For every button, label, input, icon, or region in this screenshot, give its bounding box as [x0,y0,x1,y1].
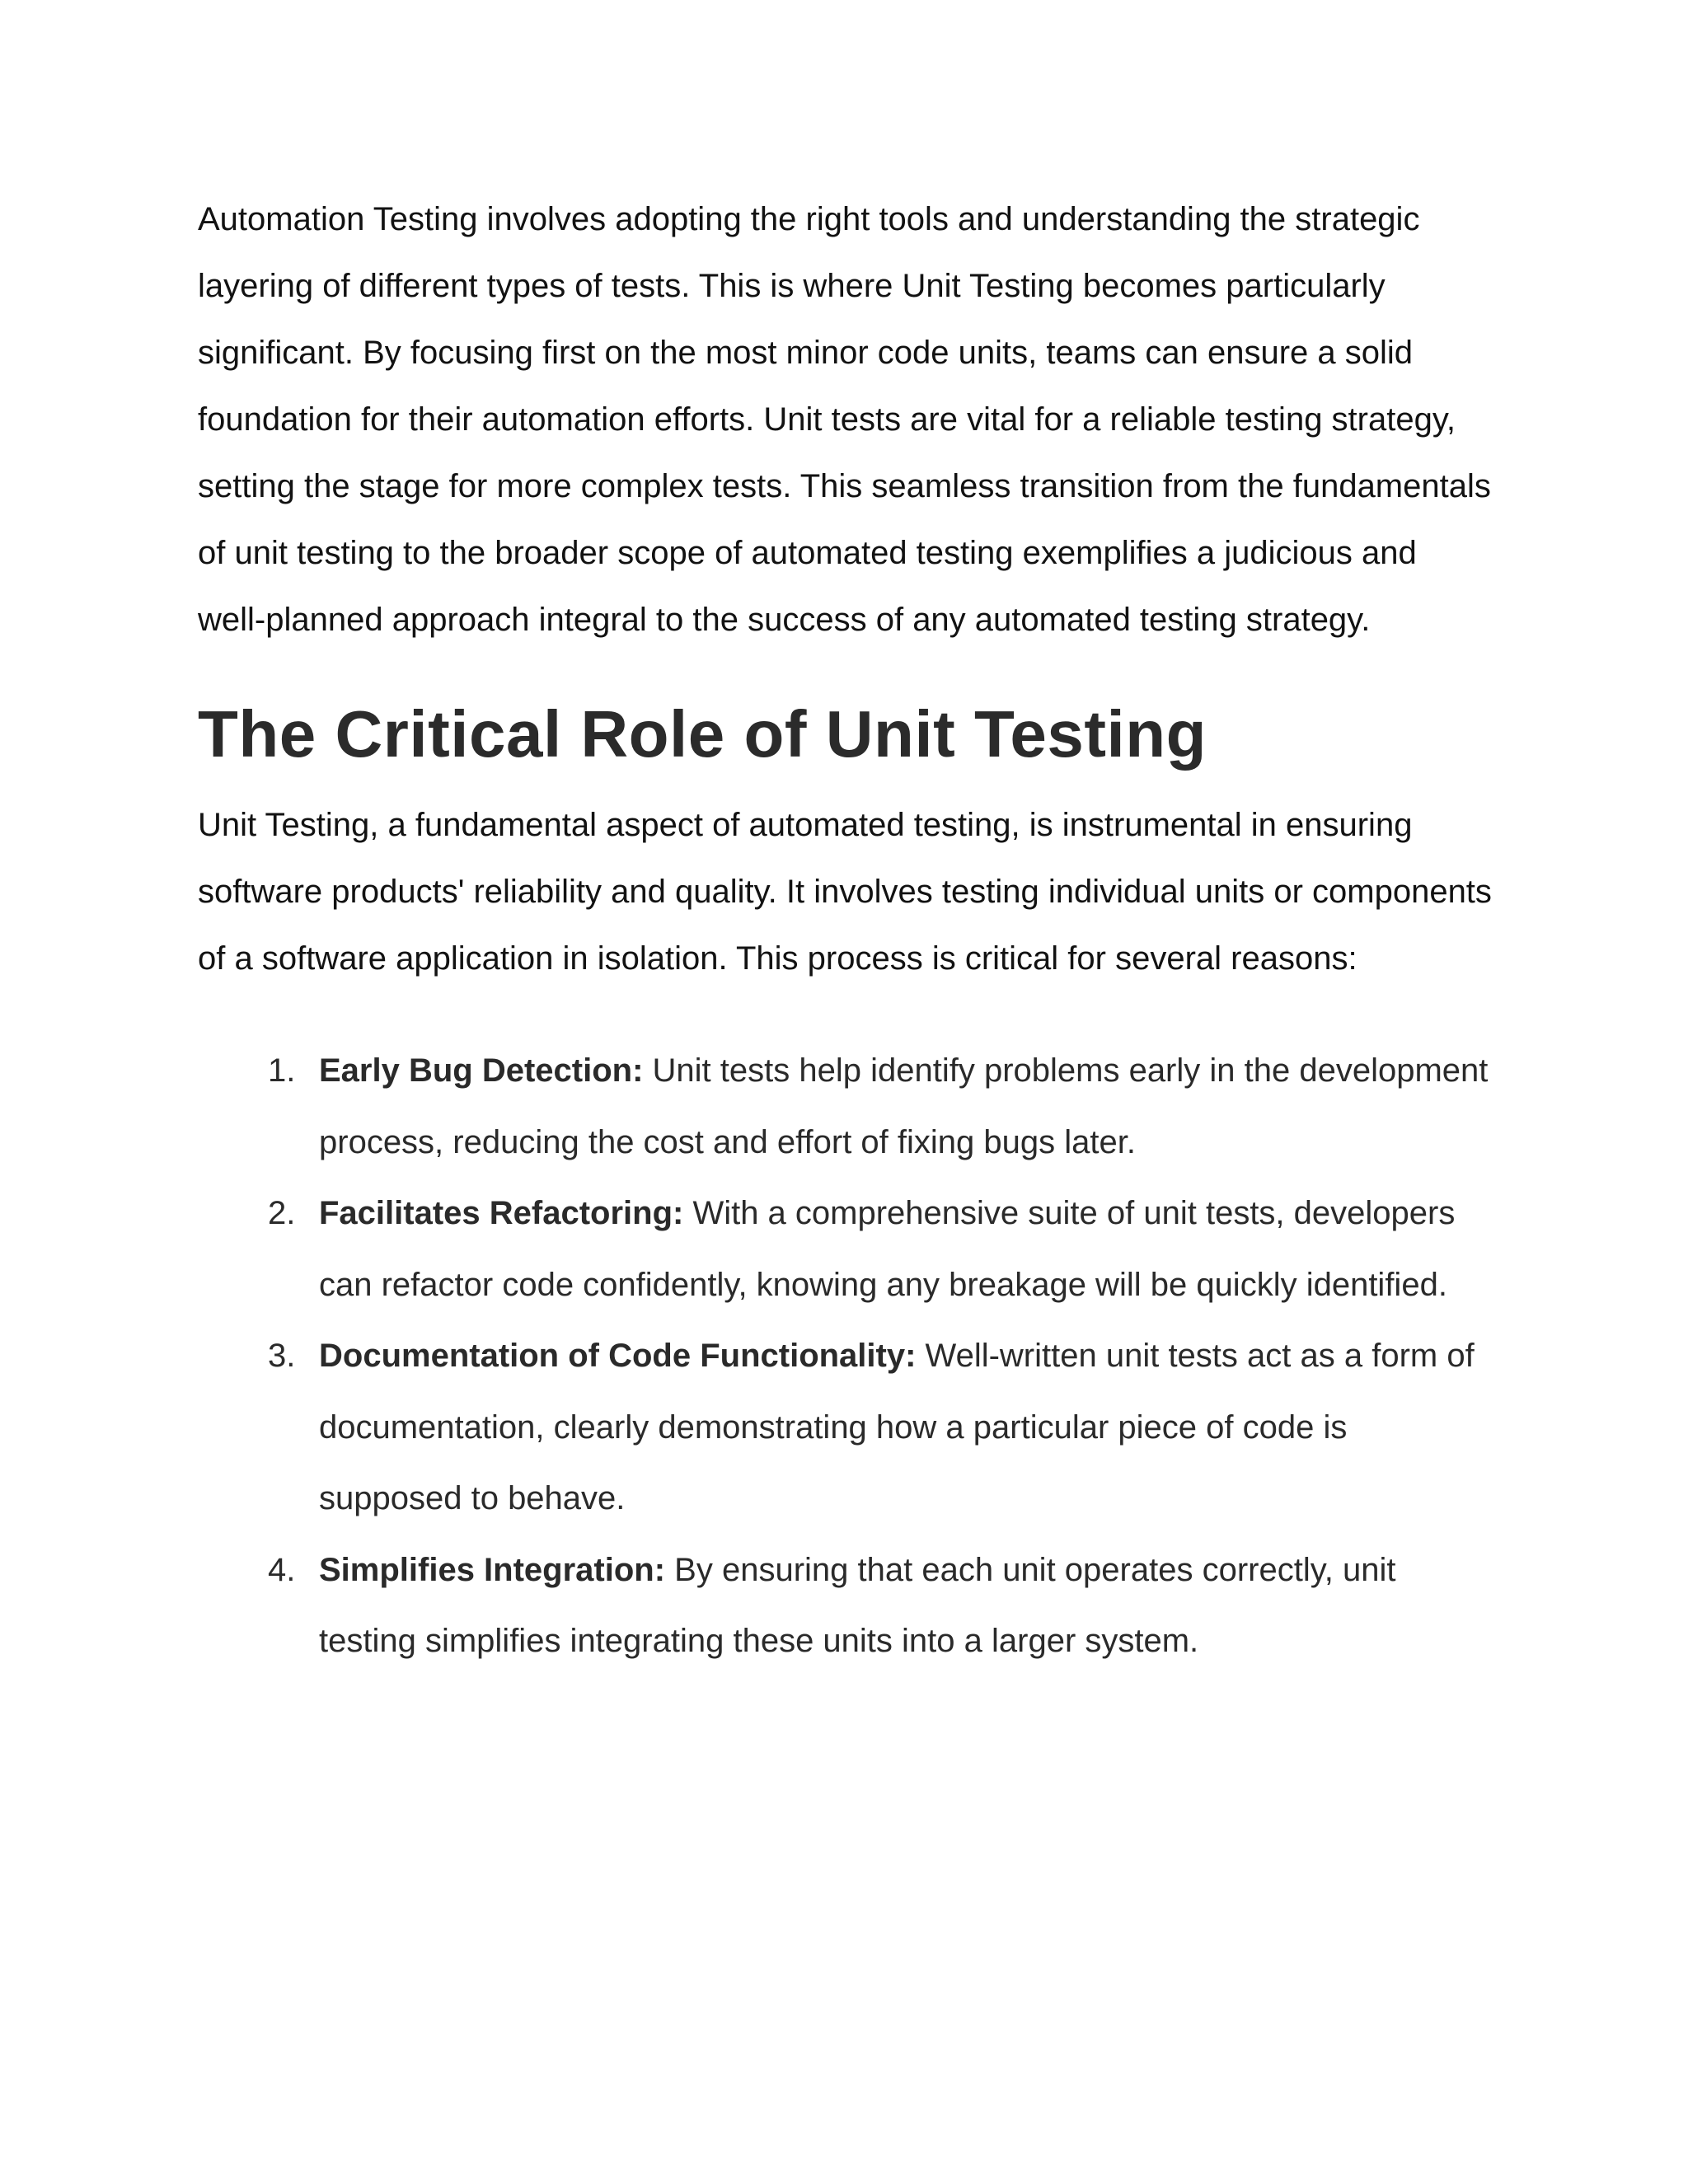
list-number: 1. [268,1052,296,1089]
list-term: Early Bug Detection: [319,1052,644,1089]
list-term: Facilitates Refactoring: [319,1195,684,1231]
list-item [198,1535,1492,1677]
reasons-list [198,1035,1492,1677]
list-text: Unit tests help identify problems early in the development process, reducing the cost and effort of fixing bugs later. [319,1052,1489,1160]
list-term: Simplifies Integration: [319,1551,666,1588]
list-item [198,1035,1492,1178]
list-text: By ensuring that each unit operates correctly, unit testing simplifies integrating these units into a larger system. [319,1551,1396,1659]
list-text: With a comprehensive suite of unit tests, developers can refactor code confidently, knowing any breakage will be quickly identified. [319,1195,1456,1303]
section-heading: The Critical Role of Unit Testing [198,697,1207,771]
list-number: 2. [268,1195,296,1231]
list-item [198,1178,1492,1320]
list-number: 3. [268,1338,296,1374]
intro-paragraph: Automation Testing involves adopting the right tools and understanding the strategic layering of different types of tests. This is where Unit Testing becomes particularly significant. By focusing first on the most minor code units, teams can ensure a solid foundation for their automation efforts. Unit tests are vital for a reliable testing strategy, setting the stage for more complex tests. This seamless transition from the fundamentals of unit testing to the broader scope of automated testing exemplifies a judicious and well-planned approach integral to the success of any automated testing strategy. [198,201,1491,638]
list-item [198,1320,1492,1535]
list-term: Documentation of Code Functionality: [319,1338,917,1374]
list-text: Well-written unit tests act as a form of documentation, clearly demonstrating how a particular piece of code is supposed to behave. [319,1338,1475,1516]
section-paragraph: Unit Testing, a fundamental aspect of automated testing, is instrumental in ensuring software products' reliability and quality. It involves testing individual units or components of a software application in isolation. This process is critical for several reasons: [198,807,1492,977]
list-number: 4. [268,1551,296,1588]
document-page [198,186,1492,1677]
